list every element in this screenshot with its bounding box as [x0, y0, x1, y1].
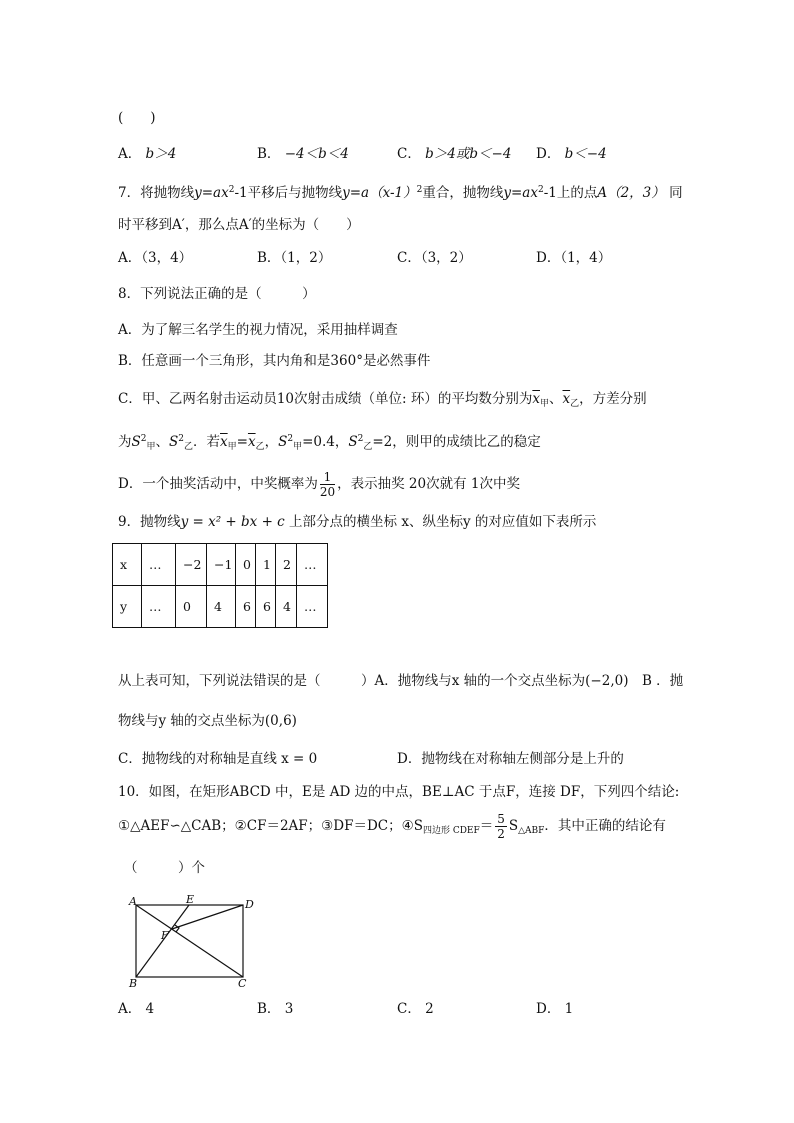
q6-option-a: A． b＞4 — [118, 146, 177, 162]
table-cell: 6 — [256, 586, 276, 628]
q6-option-b: B． −4＜b＜4 — [257, 146, 349, 162]
label-c: C — [238, 977, 247, 990]
rectangle-figure — [126, 894, 266, 990]
q6-answer-paren: ( ) — [118, 110, 156, 126]
diagonal-ac — [136, 905, 243, 977]
table-cell: −2 — [176, 544, 207, 586]
q8-option-d: D．一个抽奖活动中，中奖概率为 $\frac{1}{20}$ ，表示抽奖 20次就有 1次中奖 — [118, 470, 520, 499]
value-table — [112, 543, 328, 628]
probability-fraction: $\frac{1}{20}$ — [319, 470, 336, 499]
table-cell: 4 — [276, 586, 297, 628]
q6-option-d: D． b＜−4 — [536, 146, 607, 162]
q10-option-c: C． 2 — [397, 1001, 434, 1017]
table-cell: 0 — [236, 544, 256, 586]
table-cell: 4 — [207, 586, 236, 628]
table-cell: … — [297, 544, 328, 586]
q10-conclusions: ①△AEF∽△CAB；②CF＝2AF；③DF＝DC；$④S_{四边形 CDEF}=$ $\frac{5}{2}$ $S_{\triangle ABF}$．其中正确的结论有 — [118, 812, 666, 841]
q6-option-c: C． b＞4或b＜−4 — [397, 146, 512, 162]
label-a: A — [129, 895, 137, 908]
q10-answer-paren: （ ）个 — [124, 860, 205, 876]
q9-conclusion-line1: 从上表可知，下列说法错误的是（ ）A．抛物线与x 轴的一个交点坐标为(−2,0) B ．抛 — [118, 673, 684, 689]
q8-option-a: A．为了解三名学生的视力情况，采用抽样调查 — [118, 322, 398, 338]
table-cell: y — [113, 586, 142, 628]
q9-option-d: D．抛物线在对称轴左侧部分是上升的 — [397, 751, 624, 767]
label-f: F — [161, 929, 169, 942]
table-cell: −1 — [207, 544, 236, 586]
table-cell: 6 — [236, 586, 256, 628]
q9-option-c: C．抛物线的对称轴是直线 x = 0 — [118, 751, 318, 767]
q10-option-d: D． 1 — [536, 1001, 574, 1017]
label-d: D — [245, 898, 254, 911]
q10-option-a: A． 4 — [118, 1001, 155, 1017]
table-row — [113, 586, 328, 628]
table-cell: 1 — [256, 544, 276, 586]
q8-option-c-line2: 为$S^2_甲$、$S^2_乙$．若$\overline{x}_甲=\overline{x}_乙$，$S^2_甲=0.4$，$S^2_乙=2$，则甲的成绩比乙的稳定 — [118, 434, 541, 452]
q8-option-c-line1: C．甲、乙两名射击运动员10次射击成绩（单位: 环）的平均数分别为$\overline{x}_甲$、$\overline{x}_乙$，方差分别 — [118, 391, 647, 409]
q9-stem: 9．抛物线y = x² + bx + c 上部分点的横坐标 x、纵坐标y 的对应值如下表所示 — [118, 514, 597, 530]
q10-option-b: B． 3 — [257, 1001, 294, 1017]
q7-option-a: A．（3，4） — [118, 250, 193, 266]
q7-option-b: B．（1，2） — [257, 250, 332, 266]
q7-option-c: C．（3，2） — [397, 250, 472, 266]
q8-option-b: B．任意画一个三角形，其内角和是360°是必然事件 — [118, 353, 431, 369]
q7-option-d: D．（1，4） — [536, 250, 612, 266]
q8-stem: 8．下列说法正确的是（ ） — [118, 286, 316, 302]
table-row — [113, 544, 328, 586]
segment-df — [172, 905, 243, 929]
q9-conclusion-line2: 物线与y 轴的交点坐标为(0,6) — [118, 713, 297, 729]
q7-stem-line1: 7．将抛物线$y=ax^2-1$平移后与抛物线$y=a(x-1)^2$重合，抛物线$y=ax^2-1$上的点A（2，3） 同 — [118, 185, 683, 201]
label-b: B — [129, 977, 138, 990]
table-cell: … — [142, 586, 176, 628]
q7-stem-line2: 时平移到A′，那么点A′的坐标为（ ） — [118, 217, 360, 233]
q10-stem: 10．如图，在矩形ABCD 中，E是 AD 边的中点，BE⊥AC 于点F，连接 DF，下列四个结论: — [118, 784, 680, 800]
table-cell: … — [142, 544, 176, 586]
label-e: E — [186, 894, 195, 906]
area-ratio-fraction: $\frac{5}{2}$ — [497, 812, 505, 841]
table-cell: … — [297, 586, 328, 628]
table-cell: 0 — [176, 586, 207, 628]
table-cell: x — [113, 544, 142, 586]
table-cell: 2 — [276, 544, 297, 586]
